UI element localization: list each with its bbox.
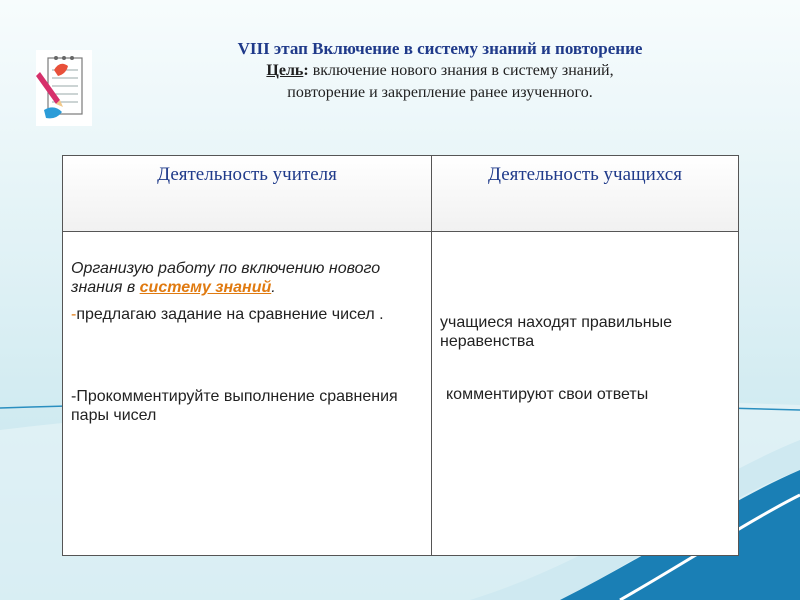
header-teacher: Деятельность учителя (157, 164, 337, 185)
teacher-task: предлагаю задание на сравнение чисел . (76, 306, 384, 323)
teacher-task-text (71, 305, 401, 324)
students-activity-cell (432, 232, 738, 555)
students-comment: комментируют свои ответы (446, 386, 649, 403)
goal-line-2: повторение и закрепление ранее изученного. (287, 84, 593, 101)
notepad-pencil-icon (36, 50, 92, 126)
header-teacher-cell (63, 156, 432, 232)
teacher-organize: Организую работу по включению нового знания в (71, 260, 381, 296)
slide-header (120, 38, 760, 104)
goal-label: Цель (266, 62, 304, 79)
header-students: Деятельность учащихся (488, 164, 682, 185)
slide-title: VIII этап Включение в систему знаний и повторение (237, 39, 643, 58)
goal-text-1: включение нового знания в систему знаний, (308, 62, 614, 79)
system-knowledge-link[interactable]: систему знаний (139, 279, 272, 296)
teacher-organize-end: . (271, 279, 276, 296)
teacher-comment-text: -Прокомментируйте выполнение сравнения пары чисел (71, 388, 398, 424)
teacher-organize-text (71, 259, 416, 297)
teacher-activity-cell (63, 232, 432, 555)
teacher-task-dash: - (71, 306, 77, 323)
goal-line-1 (120, 60, 760, 82)
activity-table (62, 155, 739, 556)
header-students-cell (432, 156, 738, 232)
goal-colon: : (303, 62, 309, 79)
students-find: учащиеся находят правильные неравенства (440, 314, 673, 350)
